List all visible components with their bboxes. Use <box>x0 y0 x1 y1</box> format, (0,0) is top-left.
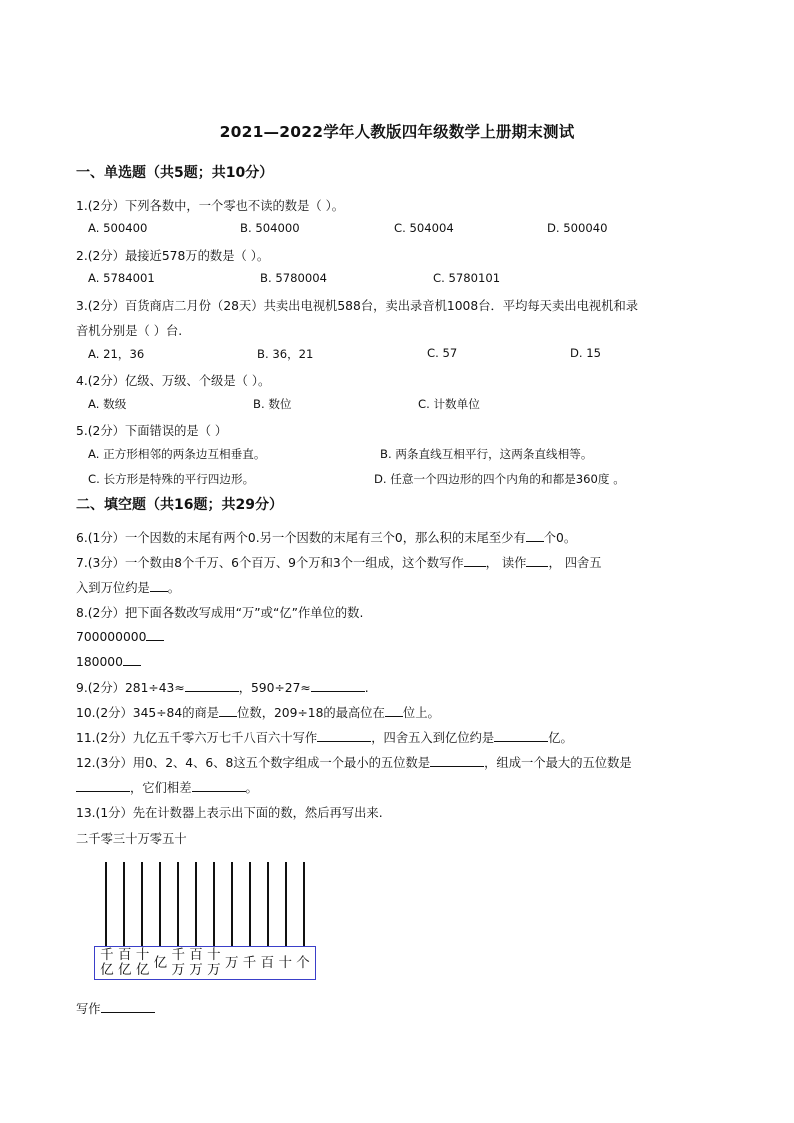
question-5-options-row-1 <box>88 446 738 462</box>
answer-blank[interactable] <box>317 729 371 742</box>
place-label: 十 <box>278 954 292 971</box>
question-12-line-2 <box>76 778 258 796</box>
question-5: 5.(2分）下面错误的是（ ） <box>76 424 228 438</box>
question-7-line-1 <box>76 553 602 571</box>
abacus-place-labels <box>94 946 316 980</box>
number-value: 700000000 <box>76 630 147 644</box>
answer-blank[interactable] <box>192 779 246 792</box>
question-7-text: 7.(3分）一个数由8个千万、6个百万、9个万和3个一组成，这个数写作 <box>76 556 464 570</box>
option-d[interactable]: D. 500040 <box>547 221 608 235</box>
question-4-options <box>88 396 738 412</box>
option-b[interactable]: B. 36，21 <box>257 347 314 361</box>
section-heading-fill-blank: 二、填空题（共16题；共29分） <box>76 497 283 513</box>
abacus-rods <box>94 860 316 950</box>
question-11 <box>76 728 573 746</box>
answer-blank[interactable] <box>311 679 365 692</box>
question-6-text: 6.(1分）一个因数的末尾有两个0.另一个因数的末尾有三个0，那么积的末尾至少有 <box>76 531 526 545</box>
question-7-line-2 <box>76 578 180 596</box>
option-a[interactable]: A. 5784001 <box>88 271 155 285</box>
write-label: 写作 <box>76 1002 101 1016</box>
question-7-text-2: 入到万位约是 <box>76 581 150 595</box>
answer-blank[interactable] <box>185 679 239 692</box>
question-2-options <box>88 271 738 287</box>
question-13: 13.(1分）先在计数器上表示出下面的数，然后再写出来. <box>76 806 383 820</box>
option-d[interactable]: D. 15 <box>570 346 602 360</box>
question-9-tail: . <box>364 681 369 695</box>
question-6 <box>76 528 576 546</box>
question-3-line-1: 3.(2分）百货商店二月份（28天）共卖出电视机588台，卖出录音机1008台．平均每天卖出电视机和录 <box>76 299 639 313</box>
question-12-text: 12.(3分）用0、2、4、6、8这五个数字组成一个最小的五位数是 <box>76 756 431 770</box>
question-13-number: 二千零三十万零五十 <box>76 832 187 846</box>
question-5-options-row-2 <box>88 471 738 487</box>
question-11-mid: ，四舍五入到亿位约是 <box>371 731 495 745</box>
question-9-mid: ，590÷27≈ <box>238 681 311 695</box>
question-12-end: 。 <box>245 781 258 795</box>
place-label: 百 亿 <box>117 947 132 978</box>
answer-blank[interactable] <box>123 653 141 666</box>
question-10-mid: 位数，209÷18的最高位在 <box>237 706 385 720</box>
answer-blank[interactable] <box>430 754 484 767</box>
option-c[interactable]: C. 504004 <box>394 221 454 235</box>
answer-blank[interactable] <box>101 1000 155 1013</box>
answer-blank[interactable] <box>494 729 548 742</box>
place-label: 个 <box>296 954 310 971</box>
answer-blank[interactable] <box>526 554 548 567</box>
place-label: 十 亿 <box>135 947 150 978</box>
place-label: 十 万 <box>207 947 221 978</box>
question-1: 1.(2分）下列各数中，一个零也不读的数是（ ）。 <box>76 199 345 213</box>
place-label: 千 万 <box>171 947 185 978</box>
question-11-text: 11.(2分）九亿五千零六万七千八百六十写作 <box>76 731 318 745</box>
question-7-tail: ， 四舍五 <box>548 556 602 570</box>
question-2: 2.(2分）最接近578万的数是（ ）。 <box>76 249 270 263</box>
option-a[interactable]: A. 数级 <box>88 397 127 411</box>
question-8: 8.(2分）把下面各数改写成用“万”或“亿”作单位的数. <box>76 606 364 620</box>
answer-blank[interactable] <box>76 779 130 792</box>
question-1-options <box>88 221 738 237</box>
question-10 <box>76 703 440 721</box>
section-heading-single-choice: 一、单选题（共5题；共10分） <box>76 165 274 181</box>
place-label: 千 亿 <box>100 947 114 978</box>
question-7-mid: ， 读作 <box>485 556 527 570</box>
question-12-text-2: ，它们相差 <box>130 781 192 795</box>
question-12-mid: ，组成一个最大的五位数是 <box>484 756 632 770</box>
option-d[interactable]: D. 任意一个四边形的四个内角的和都是360度 。 <box>374 472 625 486</box>
option-c[interactable]: C. 5780101 <box>433 271 501 285</box>
option-b[interactable]: B. 数位 <box>253 397 292 411</box>
option-a[interactable]: A. 500400 <box>88 221 148 235</box>
answer-blank[interactable] <box>219 704 237 717</box>
option-b[interactable]: B. 5780004 <box>260 271 327 285</box>
option-b[interactable]: B. 两条直线互相平行，这两条直线相等。 <box>380 447 593 461</box>
answer-blank[interactable] <box>526 529 544 542</box>
answer-blank[interactable] <box>150 579 168 592</box>
question-13-answer <box>76 999 155 1017</box>
question-11-tail: 亿。 <box>548 731 573 745</box>
question-9 <box>76 678 369 696</box>
answer-blank[interactable] <box>464 554 486 567</box>
question-9-text: 9.(2分）281÷43≈ <box>76 681 185 695</box>
place-label: 百 万 <box>189 947 203 978</box>
question-4: 4.(2分）亿级、万级、个级是（ ）。 <box>76 374 271 388</box>
option-c[interactable]: C. 57 <box>427 346 458 360</box>
question-12-line-1 <box>76 753 632 771</box>
option-c[interactable]: C. 长方形是特殊的平行四边形。 <box>88 472 255 486</box>
place-label: 百 <box>260 954 275 971</box>
option-b[interactable]: B. 504000 <box>240 221 300 235</box>
answer-blank[interactable] <box>385 704 403 717</box>
question-10-text: 10.(2分）345÷84的商是 <box>76 706 220 720</box>
page-title: 2021—2022学年人教版四年级数学上册期末测试 <box>219 123 575 141</box>
question-8-item-2 <box>76 653 141 669</box>
question-8-item-1 <box>76 628 164 644</box>
option-a[interactable]: A. 21，36 <box>88 347 145 361</box>
option-c[interactable]: C. 计数单位 <box>418 397 480 411</box>
question-3-line-2: 音机分别是（ ）台. <box>76 324 183 338</box>
place-label: 万 <box>224 954 239 971</box>
option-a[interactable]: A. 正方形相邻的两条边互相垂直。 <box>88 447 266 461</box>
number-value: 180000 <box>76 655 123 669</box>
place-label: 千 <box>242 954 257 971</box>
question-10-tail: 位上。 <box>402 706 440 720</box>
answer-blank[interactable] <box>146 628 164 641</box>
question-7-end: 。 <box>167 581 181 595</box>
place-label: 亿 <box>153 954 168 971</box>
question-6-tail: 个0。 <box>543 531 577 545</box>
abacus-counter[interactable] <box>94 860 316 982</box>
question-3-options <box>88 346 738 362</box>
